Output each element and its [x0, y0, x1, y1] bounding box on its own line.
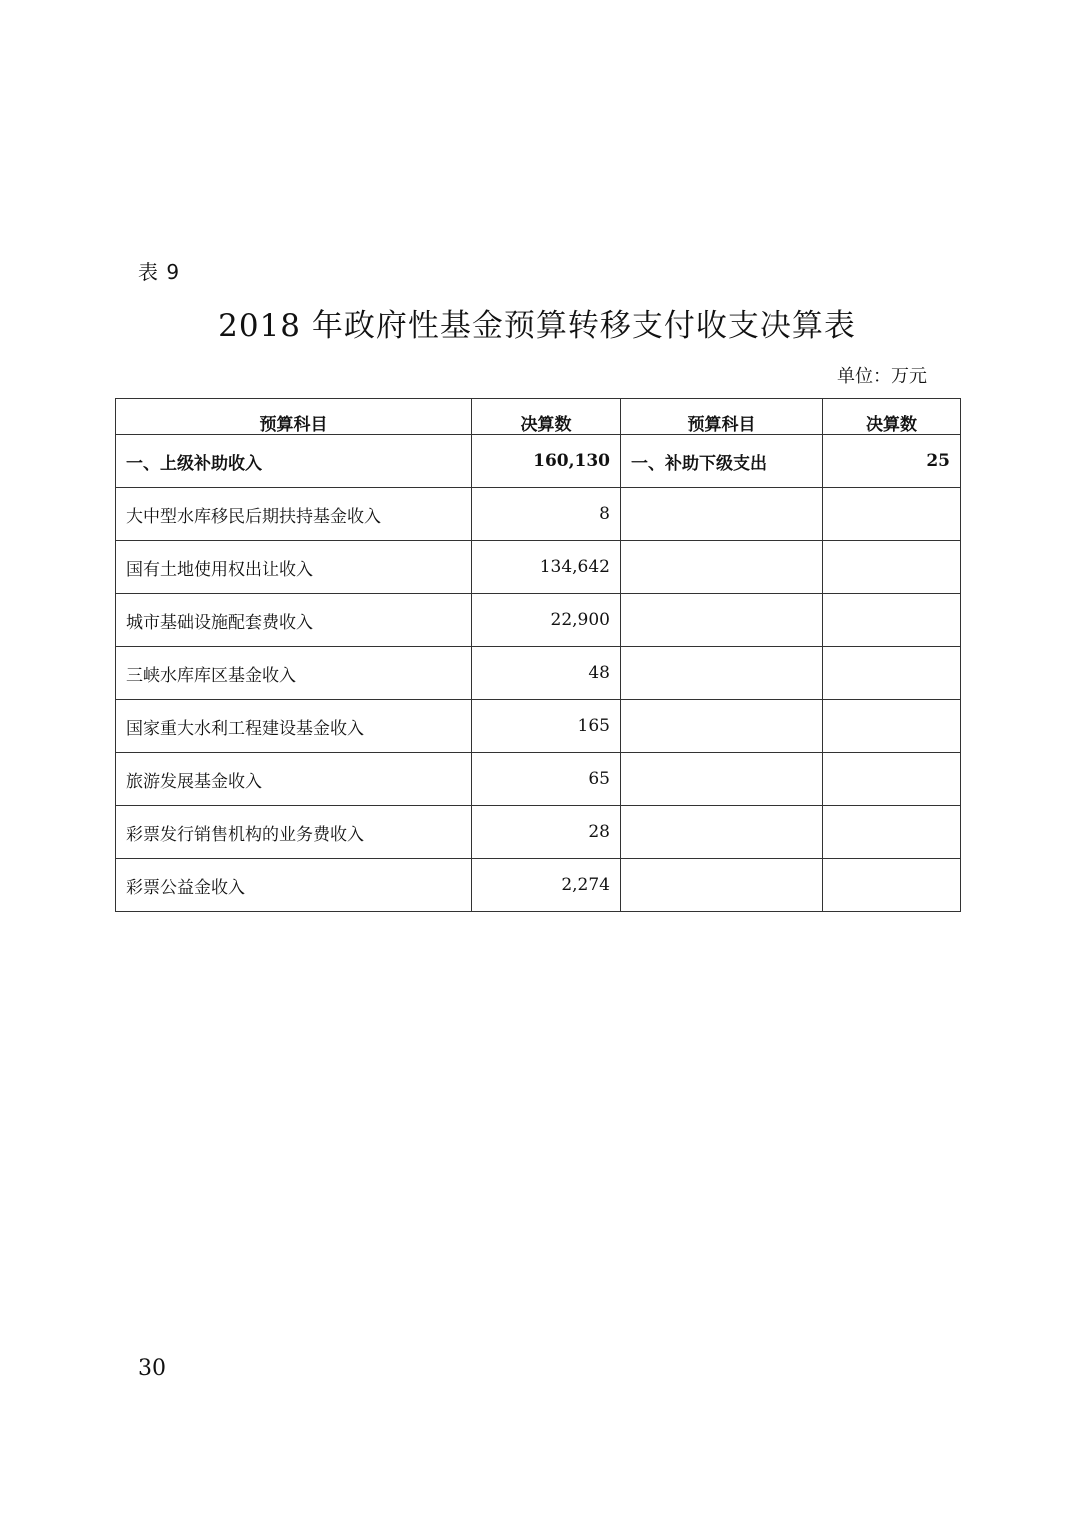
unit-label: 单位：万元: [837, 366, 927, 387]
income-item-label: 彩票公益金收入: [116, 859, 472, 912]
income-item-label: 城市基础设施配套费收入: [116, 594, 472, 647]
empty-cell: [823, 541, 961, 594]
table-row: [116, 859, 961, 912]
table-row: [116, 435, 961, 488]
page-number: 30: [138, 1356, 166, 1381]
page-title: 2018 年政府性基金预算转移支付收支决算表: [218, 308, 856, 344]
income-item-label: 三峡水库库区基金收入: [116, 647, 472, 700]
expense-group-label: 一、补助下级支出: [621, 435, 823, 488]
header-expense-subject: 预算科目: [621, 399, 823, 435]
income-item-label: 大中型水库移民后期扶持基金收入: [116, 488, 472, 541]
income-item-label: 旅游发展基金收入: [116, 753, 472, 806]
empty-cell: [621, 488, 823, 541]
empty-cell: [823, 488, 961, 541]
income-item-amount: 165: [472, 700, 621, 753]
table-row: [116, 806, 961, 859]
budget-table: [115, 398, 961, 912]
income-item-amount: 48: [472, 647, 621, 700]
table-row: [116, 594, 961, 647]
empty-cell: [823, 806, 961, 859]
empty-cell: [621, 806, 823, 859]
income-item-amount: 134,642: [472, 541, 621, 594]
table-row: [116, 700, 961, 753]
table-row: [116, 647, 961, 700]
empty-cell: [823, 700, 961, 753]
empty-cell: [621, 859, 823, 912]
income-item-amount: 28: [472, 806, 621, 859]
empty-cell: [621, 594, 823, 647]
income-item-label: 国家重大水利工程建设基金收入: [116, 700, 472, 753]
income-group-amount: 160,130: [472, 435, 621, 488]
header-income-subject: 预算科目: [116, 399, 472, 435]
header-expense-amount: 决算数: [823, 399, 961, 435]
table-row: [116, 541, 961, 594]
income-group-label: 一、上级补助收入: [116, 435, 472, 488]
empty-cell: [823, 753, 961, 806]
empty-cell: [823, 647, 961, 700]
income-item-amount: 22,900: [472, 594, 621, 647]
income-item-amount: 2,274: [472, 859, 621, 912]
income-item-amount: 8: [472, 488, 621, 541]
header-income-amount: 决算数: [472, 399, 621, 435]
table-header-row: [116, 399, 961, 435]
income-item-label: 国有土地使用权出让收入: [116, 541, 472, 594]
empty-cell: [621, 647, 823, 700]
table-row: [116, 488, 961, 541]
income-item-amount: 65: [472, 753, 621, 806]
empty-cell: [621, 700, 823, 753]
income-item-label: 彩票发行销售机构的业务费收入: [116, 806, 472, 859]
empty-cell: [823, 594, 961, 647]
table-row: [116, 753, 961, 806]
expense-group-amount: 25: [823, 435, 961, 488]
empty-cell: [621, 541, 823, 594]
table-label: 表 9: [138, 260, 181, 284]
empty-cell: [823, 859, 961, 912]
empty-cell: [621, 753, 823, 806]
